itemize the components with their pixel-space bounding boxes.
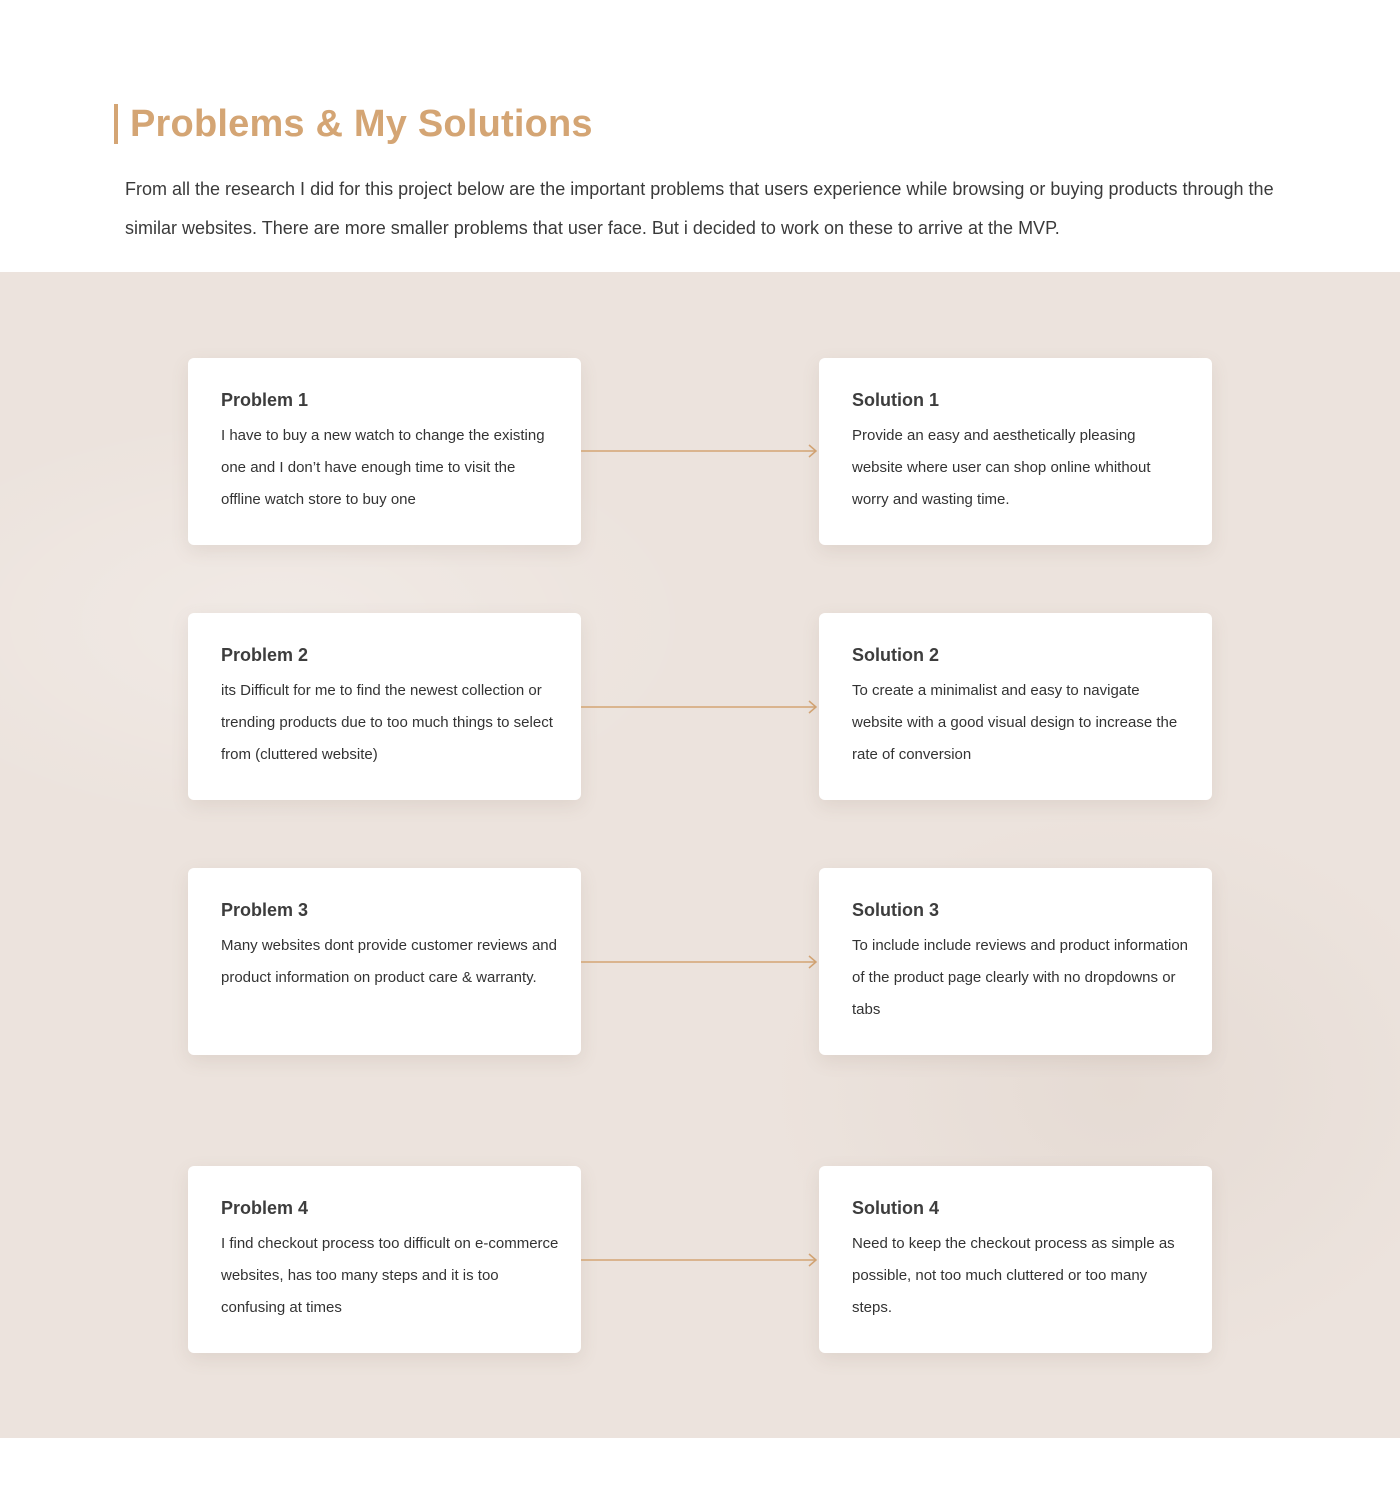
solution-card-3 xyxy=(819,868,1212,1055)
problem-text: Many websites dont provide customer reviews and product information on product care & warranty. xyxy=(221,937,557,986)
solution-text: To create a minimalist and easy to navigate website with a good visual design to increase the rate of conversion xyxy=(852,682,1178,763)
problem-title: Problem 3 xyxy=(221,900,309,920)
problem-text: its Difficult for me to find the newest collection or trending products due to too much things to select from (cluttered website) xyxy=(221,682,553,763)
problem-title: Problem 1 xyxy=(221,390,309,410)
solution-text: Need to keep the checkout process as simple as possible, not too much cluttered or too many steps. xyxy=(852,1235,1175,1316)
problem-card-4 xyxy=(188,1166,581,1353)
solution-title: Solution 2 xyxy=(852,645,939,665)
intro-paragraph: From all the research I did for this project below are the important problems that users experience while browsing or buying products through the similar websites. There are more smaller problems that user face. But i decided to work on these to arrive at the MVP. xyxy=(125,179,1274,238)
problem-title: Problem 4 xyxy=(221,1198,309,1218)
arrow-right-icon xyxy=(581,1252,819,1268)
problem-card-3 xyxy=(188,868,581,1055)
problem-text: I find checkout process too difficult on e-commerce websites, has too many steps and it is too confusing at times xyxy=(221,1235,559,1316)
arrow-right-icon xyxy=(581,954,819,970)
title-accent-bar xyxy=(114,104,118,144)
problem-text: I have to buy a new watch to change the existing one and I don’t have enough time to visit the offline watch store to buy one xyxy=(221,427,545,508)
problem-title: Problem 2 xyxy=(221,645,309,665)
header-section xyxy=(0,0,1400,272)
footer-spacer xyxy=(0,1438,1400,1501)
arrow-right-icon xyxy=(581,699,819,715)
solution-card-1 xyxy=(819,358,1212,545)
page-title: Problems & My Solutions xyxy=(130,103,593,145)
solution-title: Solution 4 xyxy=(852,1198,939,1218)
solution-text: To include include reviews and product information of the product page clearly with no dropdowns or tabs xyxy=(852,937,1189,1018)
arrow-right-icon xyxy=(581,443,819,459)
solution-text: Provide an easy and aesthetically pleasing website where user can shop online whithout worry and wasting time. xyxy=(852,427,1151,508)
solution-card-4 xyxy=(819,1166,1212,1353)
solution-title: Solution 3 xyxy=(852,900,939,920)
problem-card-2 xyxy=(188,613,581,800)
solution-title: Solution 1 xyxy=(852,390,939,410)
problem-card-1 xyxy=(188,358,581,545)
solution-card-2 xyxy=(819,613,1212,800)
